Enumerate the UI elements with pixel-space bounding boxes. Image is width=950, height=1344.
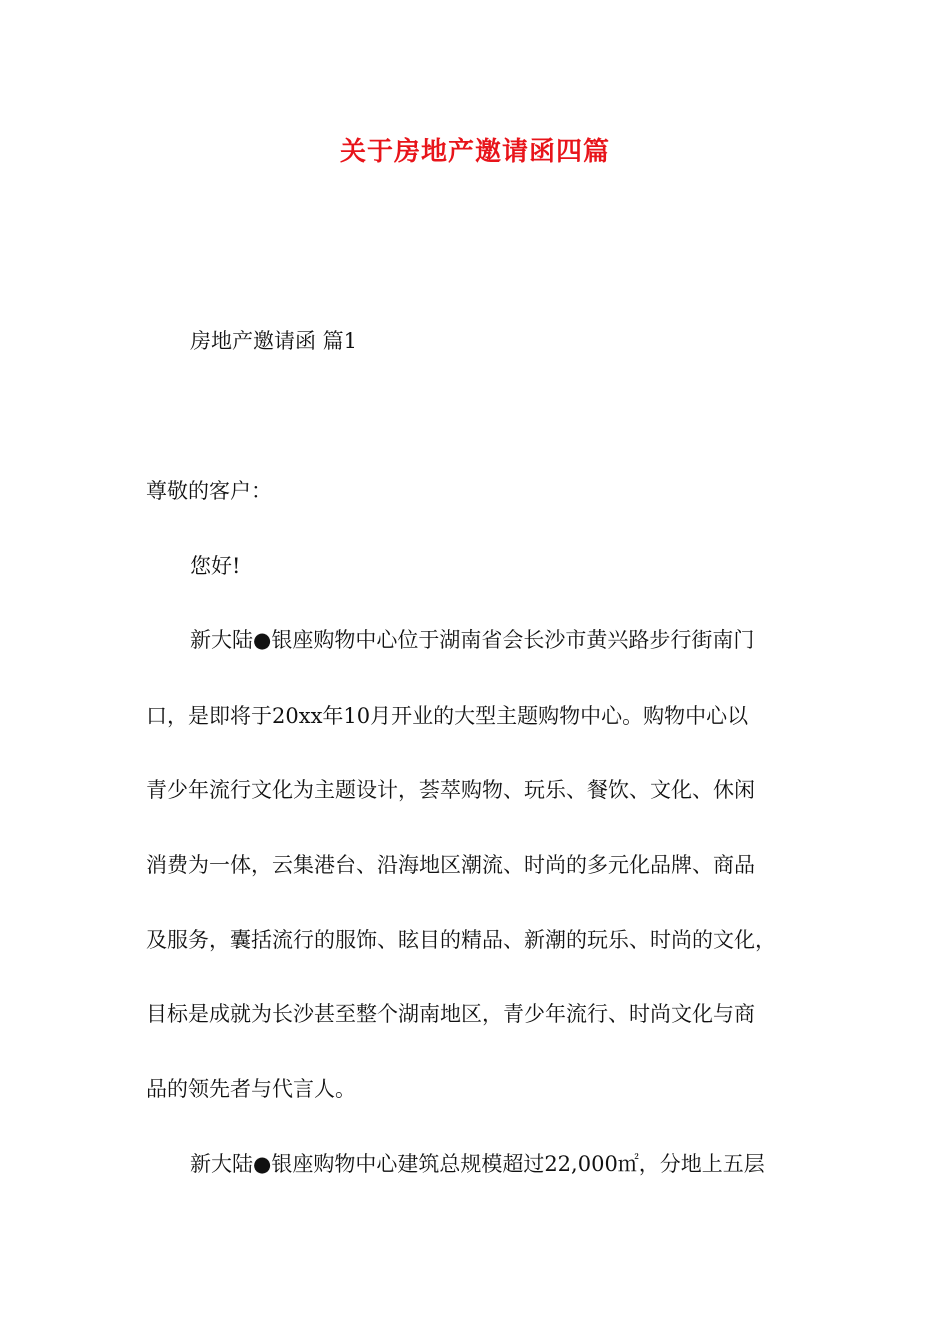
paragraph-line: 新大陆●银座购物中心建筑总规模超过22,000㎡，分地上五层	[190, 1152, 765, 1176]
paragraph-line: 消费为一体，云集港台、沿海地区潮流、时尚的多元化品牌、商品	[146, 853, 755, 877]
paragraph-line: 及服务，囊括流行的服饰、眩目的精品、新潮的玩乐、时尚的文化，	[146, 928, 776, 952]
section-heading: 房地产邀请函 篇1	[190, 329, 358, 353]
greeting: 您好!	[190, 554, 241, 578]
paragraph-line: 青少年流行文化为主题设计，荟萃购物、玩乐、餐饮、文化、休闲	[146, 778, 755, 802]
paragraph-line: 品的领先者与代言人。	[146, 1077, 356, 1101]
salutation: 尊敬的客户：	[146, 479, 272, 503]
paragraph-line: 口，是即将于20xx年10月开业的大型主题购物中心。购物中心以	[146, 704, 749, 728]
paragraph-line: 目标是成就为长沙甚至整个湖南地区，青少年流行、时尚文化与商	[146, 1002, 755, 1026]
paragraph-line: 新大陆●银座购物中心位于湖南省会长沙市黄兴路步行街南门	[190, 628, 755, 652]
document-title: 关于房地产邀请函四篇	[339, 137, 610, 167]
